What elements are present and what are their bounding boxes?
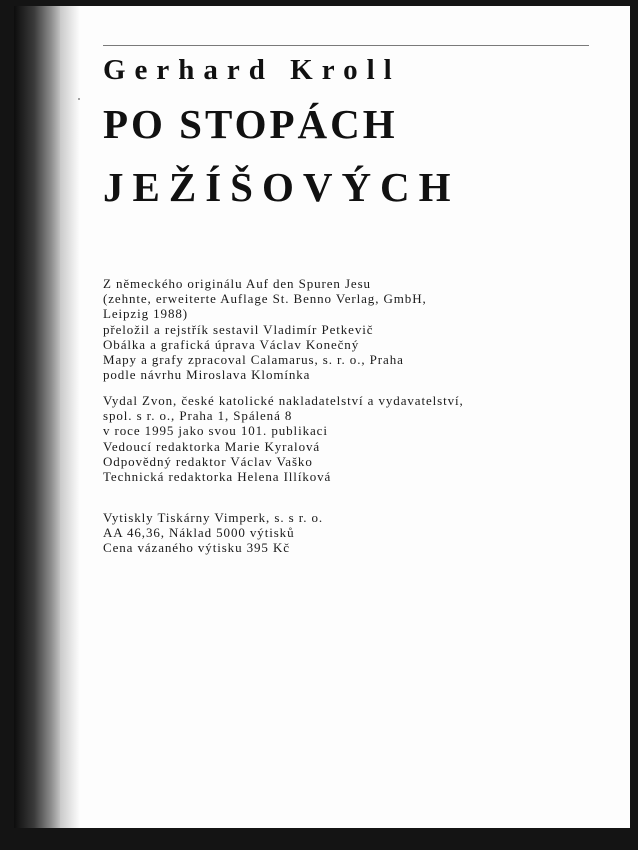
credit-line: přeložil a rejstřík sestavil Vladimír Petkevič — [103, 321, 374, 337]
page-gutter — [60, 6, 80, 828]
publisher-line: Odpovědný redaktor Václav Vaško — [103, 453, 313, 469]
credit-line: Z německého originálu Auf den Spuren Jesu — [103, 276, 371, 291]
publisher-line: Technická redaktorka Helena Illíková — [103, 469, 332, 485]
author-name: Gerhard Kroll — [103, 54, 401, 86]
top-rule — [103, 45, 589, 46]
credit-line: podle návrhu Miroslava Klomínka — [103, 367, 311, 383]
credit-line: Leipzig 1988) — [103, 306, 188, 322]
printing-line: Vytiskly Tiskárny Vimperk, s. s r. o. — [103, 510, 324, 525]
publisher-line: Vedoucí redaktorka Marie Kyralová — [103, 438, 321, 454]
translation-credits — [103, 276, 427, 382]
printing-line: AA 46,36, Náklad 5000 výtisků — [103, 525, 295, 541]
credit-line: Mapy a grafy zpracoval Calamarus, s. r. o., Praha — [103, 352, 404, 368]
publisher-line: spol. s r. o., Praha 1, Spálená 8 — [103, 408, 293, 424]
printing-line: Cena vázaného výtisku 395 Kč — [103, 540, 290, 556]
book-title-line-1: PO STOPÁCH — [103, 101, 398, 147]
credit-line: Obálka a grafická úprava Václav Konečný — [103, 336, 360, 352]
publisher-line: Vydal Zvon, české katolické nakladatelství a vydavatelství, — [103, 393, 464, 408]
credit-line: (zehnte, erweiterte Auflage St. Benno Verlag, GmbH, — [103, 291, 427, 307]
publisher-credits — [103, 393, 464, 484]
printing-credits — [103, 510, 323, 556]
dust-speck — [78, 98, 80, 100]
binding-shadow — [14, 6, 64, 828]
publisher-line: v roce 1995 jako svou 101. publikaci — [103, 423, 328, 439]
book-title-line-2: JEŽÍŠOVÝCH — [103, 164, 460, 210]
